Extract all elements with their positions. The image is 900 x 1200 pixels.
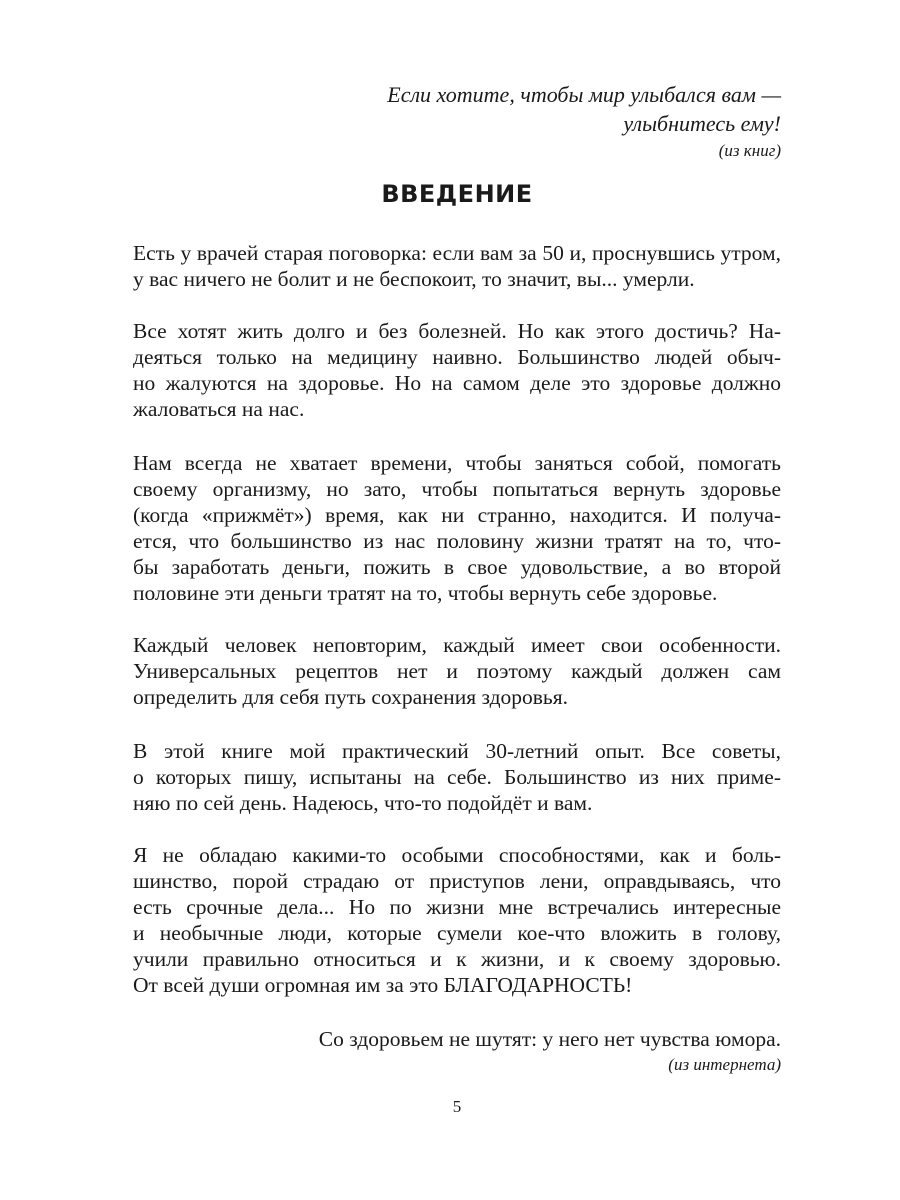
paragraph-line: ется, что большинство из нас половину жизни тратят на то, что-	[133, 529, 781, 553]
page-number: 5	[452, 1097, 462, 1116]
book-page	[133, 0, 781, 1200]
paragraph-line: бы заработать деньги, пожить в свое удовольствие, а во второй	[133, 555, 781, 579]
paragraph-line: своему организму, но зато, чтобы попытаться вернуть здоровье	[133, 477, 781, 501]
paragraph-line: половине эти деньги тратят на то, чтобы вернуть себе здоровье.	[133, 581, 718, 605]
closing-quote-source: (из интернета)	[668, 1055, 781, 1074]
epigraph-line: улыбнитесь ему!	[623, 111, 781, 136]
paragraph	[133, 842, 781, 998]
paragraph-line: о которых пишу, испытаны на себе. Большинство из них приме-	[133, 765, 781, 789]
paragraph	[133, 450, 781, 606]
paragraph-line: Каждый человек неповторим, каждый имеет свои особенности.	[133, 633, 781, 657]
closing-quote	[319, 1025, 781, 1077]
paragraph-line: у вас ничего не болит и не беспокоит, то значит, вы... умерли.	[133, 267, 695, 291]
paragraph-line: няю по сей день. Надеюсь, что-то подойдёт и вам.	[133, 791, 593, 815]
closing-quote-text: Со здоровьем не шутят: у него нет чувства юмора.	[318, 1027, 781, 1051]
epigraph	[387, 80, 781, 163]
paragraph-line: жаловаться на нас.	[133, 397, 305, 421]
paragraph-line: Универсальных рецептов нет и поэтому каждый должен сам	[133, 659, 781, 683]
paragraph-line: деяться только на медицину наивно. Большинство людей обыч-	[133, 345, 781, 369]
chapter-title: ВВЕДЕНИЕ	[381, 180, 533, 208]
paragraph-line: Я не обладаю какими-то особыми способностями, как и боль-	[133, 843, 781, 867]
paragraph	[133, 738, 781, 816]
paragraph-line: и необычные люди, которые сумели кое-что вложить в голову,	[133, 921, 781, 945]
paragraph-line: учили правильно относиться и к жизни, и к своему здоровью.	[133, 947, 781, 971]
paragraph-line: есть срочные дела... Но по жизни мне встречались интересные	[133, 895, 781, 919]
paragraph-line: Все хотят жить долго и без болезней. Но как этого достичь? На-	[133, 319, 781, 343]
epigraph-source: (из книг)	[718, 141, 781, 160]
paragraph-line: (когда «прижмёт») время, как ни странно, находится. И получа-	[133, 503, 781, 527]
paragraph	[133, 240, 781, 292]
paragraph	[133, 318, 781, 422]
paragraph-line: В этой книге мой практический 30-летний опыт. Все советы,	[133, 739, 781, 763]
paragraph-line: Нам всегда не хватает времени, чтобы заняться собой, помогать	[133, 451, 781, 475]
paragraph-line: Есть у врачей старая поговорка: если вам за 50 и, проснувшись утром,	[133, 241, 781, 265]
epigraph-line: Если хотите, чтобы мир улыбался вам —	[387, 82, 781, 107]
paragraph-line: От всей души огромная им за это БЛАГОДАРНОСТЬ!	[133, 973, 633, 997]
paragraph-line: шинство, порой страдаю от приступов лени, оправдываясь, что	[133, 869, 781, 893]
paragraph-line: определить для себя путь сохранения здоровья.	[133, 685, 568, 709]
paragraph	[133, 632, 781, 710]
paragraph-line: но жалуются на здоровье. Но на самом деле это здоровье должно	[133, 371, 781, 395]
